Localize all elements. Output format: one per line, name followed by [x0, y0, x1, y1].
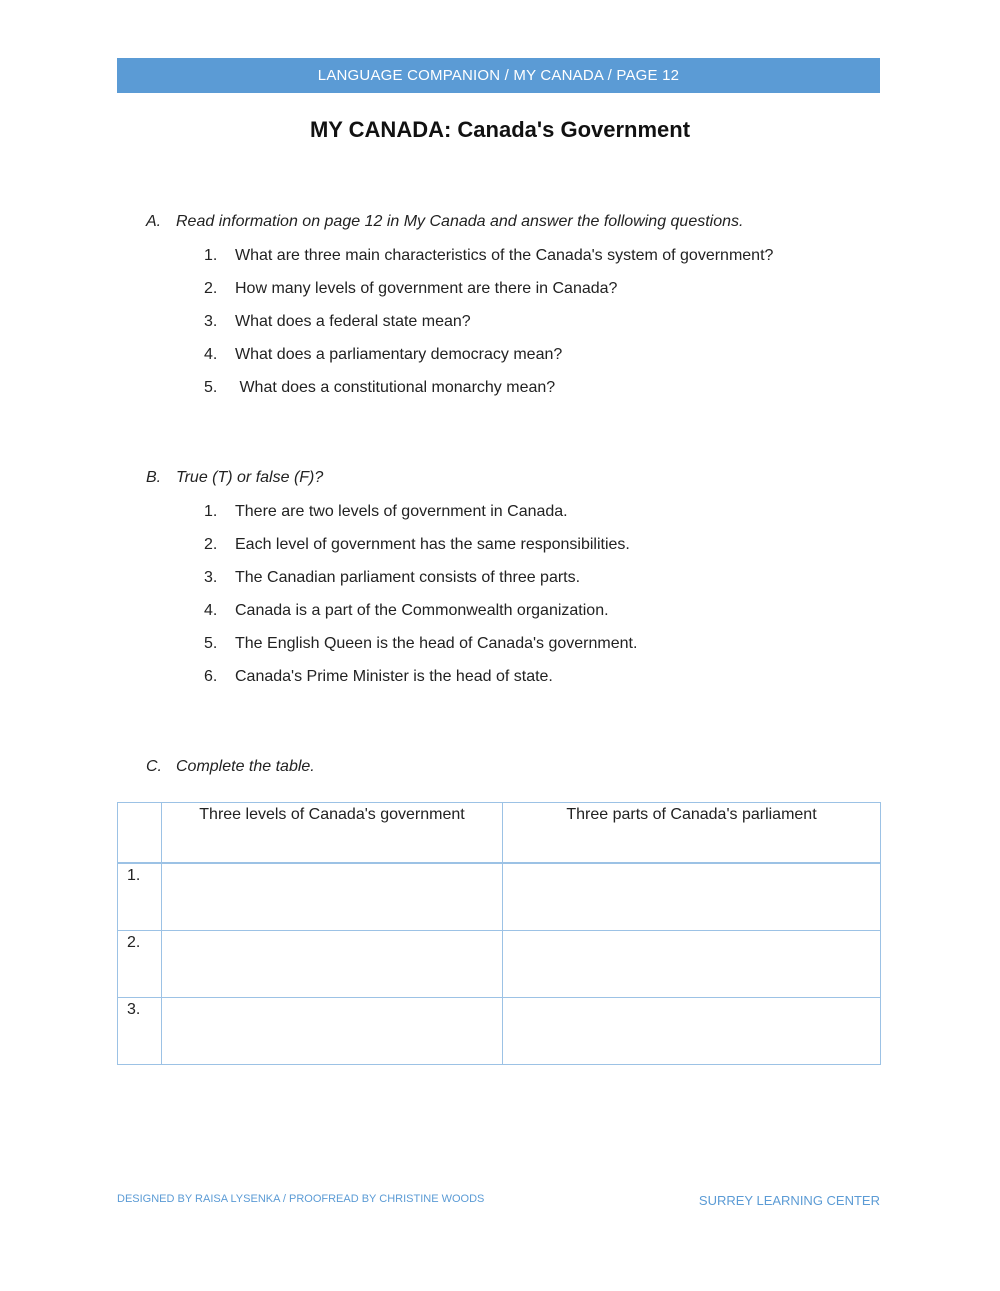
- row-number: 1.: [118, 863, 162, 931]
- item-text: How many levels of government are there in Canada?: [235, 280, 618, 297]
- table-row: [118, 931, 881, 998]
- section-a-heading: [146, 213, 743, 231]
- row-number: 3.: [118, 998, 162, 1065]
- list-item: [204, 634, 637, 667]
- item-number: 4.: [204, 602, 218, 619]
- list-item: [204, 667, 637, 700]
- table-header-parts: Three parts of Canada's parliament: [503, 803, 881, 864]
- list-item: [204, 568, 637, 601]
- list-item: [204, 378, 773, 411]
- list-item: [204, 279, 773, 312]
- section-c-heading: [146, 758, 315, 776]
- item-text: Canada is a part of the Commonwealth organization.: [235, 602, 609, 619]
- section-b-letter: B.: [146, 469, 162, 486]
- table-header-corner: [118, 803, 162, 864]
- item-text: What does a constitutional monarchy mean?: [235, 379, 556, 396]
- item-text: Canada's Prime Minister is the head of state.: [235, 668, 553, 685]
- list-item: [204, 312, 773, 345]
- item-text: Each level of government has the same responsibilities.: [235, 536, 630, 553]
- section-a-instruction: Read information on page 12 in My Canada and answer the following questions.: [176, 213, 744, 230]
- section-a-letter: A.: [146, 213, 162, 230]
- section-b-heading: [146, 469, 323, 487]
- item-number: 1.: [204, 503, 218, 520]
- item-text: What are three main characteristics of the Canada's system of government?: [235, 247, 774, 264]
- table-header-row: [118, 803, 881, 864]
- item-text: The English Queen is the head of Canada's government.: [235, 635, 638, 652]
- answer-table: [117, 802, 881, 1065]
- section-c-letter: C.: [146, 758, 162, 775]
- list-item: [204, 345, 773, 378]
- item-number: 4.: [204, 346, 218, 363]
- table-row: [118, 998, 881, 1065]
- list-item: [204, 535, 637, 568]
- item-number: 5.: [204, 635, 218, 652]
- item-number: 2.: [204, 280, 218, 297]
- item-number: 6.: [204, 668, 218, 685]
- answer-cell-levels[interactable]: [162, 931, 503, 998]
- list-item: [204, 601, 637, 634]
- row-number: 2.: [118, 931, 162, 998]
- item-text: What does a parliamentary democracy mean?: [235, 346, 563, 363]
- table-header-levels: Three levels of Canada's government: [162, 803, 503, 864]
- page-title: MY CANADA: Canada's Government: [309, 117, 691, 142]
- section-b-instruction: True (T) or false (F)?: [176, 469, 324, 486]
- item-number: 3.: [204, 569, 218, 586]
- page-header-bar: [117, 58, 880, 93]
- item-number: 3.: [204, 313, 218, 330]
- footer-organization: SURREY LEARNING CENTER: [698, 1193, 880, 1208]
- list-item: [204, 502, 637, 535]
- item-text: There are two levels of government in Canada.: [235, 503, 568, 520]
- item-number: 2.: [204, 536, 218, 553]
- header-text: LANGUAGE COMPANION / MY CANADA / PAGE 12: [317, 67, 680, 84]
- section-a-questions: [204, 246, 773, 411]
- item-text: The Canadian parliament consists of three parts.: [235, 569, 581, 586]
- table-row: [118, 863, 881, 931]
- section-b-statements: [204, 502, 637, 700]
- answer-cell-parts[interactable]: [503, 863, 881, 931]
- answer-cell-parts[interactable]: [503, 931, 881, 998]
- answer-cell-parts[interactable]: [503, 998, 881, 1065]
- answer-cell-levels[interactable]: [162, 863, 503, 931]
- answer-cell-levels[interactable]: [162, 998, 503, 1065]
- item-number: 1.: [204, 247, 218, 264]
- item-number: 5.: [204, 379, 218, 396]
- section-c-instruction: Complete the table.: [176, 758, 315, 775]
- list-item: [204, 246, 773, 279]
- item-text: What does a federal state mean?: [235, 313, 471, 330]
- footer-credits: DESIGNED BY RAISA LYSENKA / PROOFREAD BY CHRISTINE WOODS: [117, 1193, 485, 1205]
